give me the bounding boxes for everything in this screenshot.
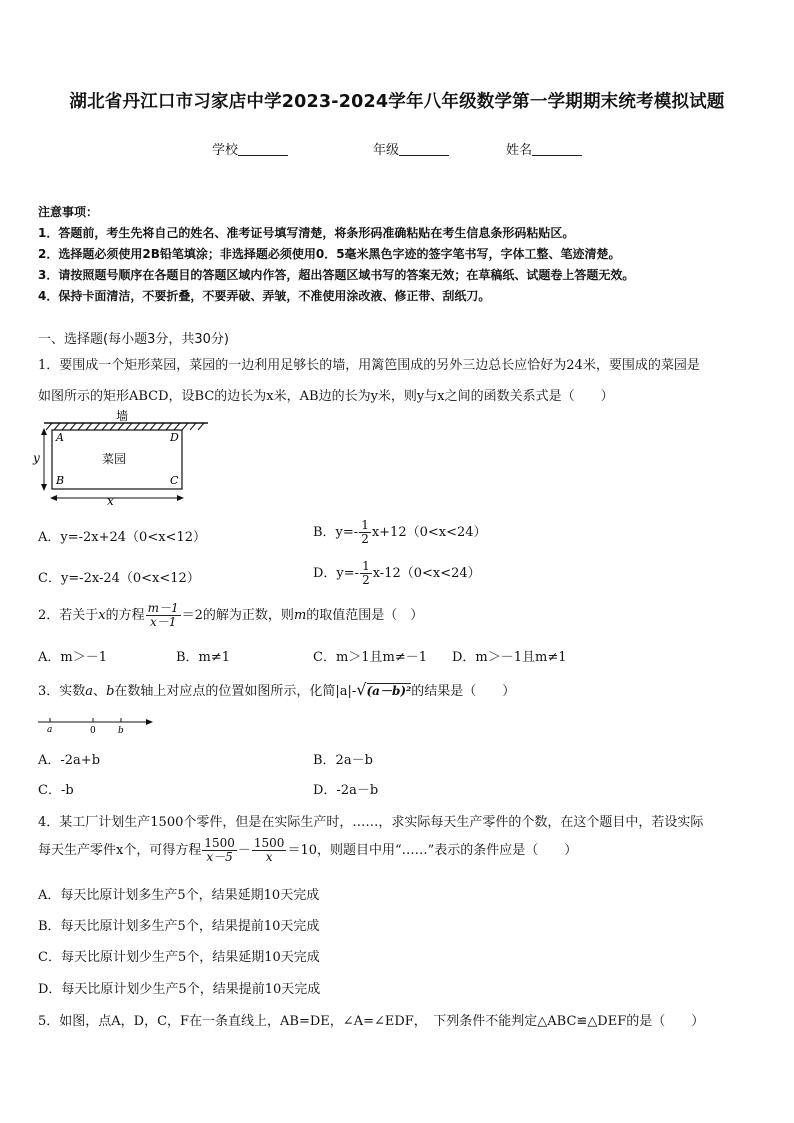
name-label: 姓名 xyxy=(506,143,533,158)
q2-option-a[interactable]: A．m＞－1 xyxy=(38,650,107,665)
q4-line2-pre: 每天生产零件x个，可得方程 xyxy=(38,843,202,858)
q1-line2: 如图所示的矩形ABCD，设BC的边长为x米，AB边的长为y米，则y与x之间的函数关系式是（ ） xyxy=(38,389,614,404)
q2-m: m xyxy=(293,608,307,623)
q4-f1-num: 1500 xyxy=(204,836,235,850)
q2-option-d[interactable]: D．m＞－1且m≠1 xyxy=(452,650,567,665)
sqrt-icon: √ xyxy=(356,680,367,699)
q4-option-b[interactable]: B．每天比原计划多生产5个，结果提前10天完成 xyxy=(38,919,320,934)
axis-label-b: b xyxy=(118,726,124,736)
q1-option-a[interactable]: A．y=-2x+24（0<x<12） xyxy=(38,530,206,545)
q1-d-fraction xyxy=(360,560,372,587)
q3-mid: 在数轴上对应点的位置如图所示，化简|a|- xyxy=(114,684,357,699)
grade-blank[interactable] xyxy=(399,143,449,156)
notice-item-3: 3．请按照题号顺序在各题目的答题区域内作答，超出答题区域书写的答案无效；在草稿纸、试题卷上答题无效。 xyxy=(38,268,635,282)
q2-mid: 的方程 xyxy=(105,608,145,623)
q3-stem xyxy=(38,680,515,699)
q2-option-b[interactable]: B．m≠1 xyxy=(176,650,231,665)
q4-minus: － xyxy=(237,843,251,858)
q1-option-d[interactable] xyxy=(313,560,481,587)
point-d: D xyxy=(170,431,179,444)
point-c: C xyxy=(170,474,179,487)
q3-radicand: (a－b)² xyxy=(366,684,412,698)
garden-label: 菜园 xyxy=(102,452,127,466)
q2-eq: ＝2的解为正数，则 xyxy=(181,608,294,623)
section-heading: 一、选择题(每小题3分，共30分) xyxy=(38,332,229,347)
notice-item-1: 1．答题前，考生先将自己的姓名、准考证号填写清楚，将条形码准确粘贴在考生信息条形码粘贴区。 xyxy=(38,226,575,240)
q2-stem xyxy=(38,602,423,629)
point-b: B xyxy=(56,474,65,487)
q1-option-b[interactable] xyxy=(313,519,487,546)
q2-fraction xyxy=(146,602,181,629)
q4-line2-post: ＝10，则题目中用“……”表示的条件应是（ ） xyxy=(287,843,578,858)
q3-option-b[interactable]: B．2a－b xyxy=(313,753,373,768)
q2-den: x－1 xyxy=(149,615,177,629)
q2-num: m－1 xyxy=(147,601,179,615)
page-title: 湖北省丹江口市习家店中学2023-2024学年八年级数学第一学期期末统考模拟试题 xyxy=(69,92,725,112)
notice-item-4: 4．保持卡面清洁，不要折叠，不要弄破、弄皱，不准使用涂改液、修正带、刮纸刀。 xyxy=(38,289,491,303)
notice-item-2: 2．选择题必须使用2B铅笔填涂；非选择题必须使用0．5毫米黑色字迹的签字笔书写，字体工整、笔迹清楚。 xyxy=(38,247,621,261)
grade-field[interactable] xyxy=(373,139,449,158)
name-field[interactable] xyxy=(506,139,582,158)
q3-b: b xyxy=(106,684,115,699)
q2-option-c[interactable]: C．m＞1且m≠－1 xyxy=(313,650,428,665)
q3-sep: 、 xyxy=(93,684,107,699)
q1-b-fraction xyxy=(359,519,371,546)
q3-option-c[interactable]: C．-b xyxy=(38,783,74,798)
q4-f2-den: x xyxy=(265,850,273,864)
axis-label-zero: 0 xyxy=(90,726,96,736)
label-x: x xyxy=(107,494,114,508)
q1-d-pre: D．y=- xyxy=(313,566,360,581)
q3-post: 的结果是（ ） xyxy=(411,684,516,699)
q4-line2 xyxy=(38,837,577,864)
q3-option-a[interactable]: A．-2a+b xyxy=(38,753,101,768)
q2-post: 的取值范围是（ ） xyxy=(306,608,424,623)
q3-pre: 3．实数 xyxy=(38,684,86,699)
axis-label-a: a xyxy=(47,725,53,735)
school-label: 学校 xyxy=(212,143,239,158)
q4-f1-den: x－5 xyxy=(206,850,233,864)
q1-b-num: 1 xyxy=(361,518,369,532)
q1-b-pre: B．y=- xyxy=(313,525,359,540)
q4-option-c[interactable]: C．每天比原计划少生产5个，结果延期10天完成 xyxy=(38,950,320,965)
q1-b-den: 2 xyxy=(361,532,369,546)
q1-d-num: 1 xyxy=(362,559,370,573)
school-field[interactable] xyxy=(212,139,288,158)
q4-f2-num: 1500 xyxy=(253,836,285,850)
q2-pre: 2．若关于 xyxy=(38,608,99,623)
q1-line1: 1．要围成一个矩形菜园，菜园的一边利用足够长的墙，用篱笆围成的另外三边总长应恰好为24米，要围成的菜园是 xyxy=(38,358,700,373)
q1-figure xyxy=(30,408,220,508)
q4-option-d[interactable]: D．每天比原计划少生产5个，结果提前10天完成 xyxy=(38,982,321,997)
q1-d-den: 2 xyxy=(362,573,370,587)
q1-d-post: x-12（0<x<24） xyxy=(372,566,481,581)
q2-var: x xyxy=(98,608,106,623)
q3-option-d[interactable]: D．-2a－b xyxy=(313,783,379,798)
q4-line1: 4．某工厂计划生产1500个零件，但是在实际生产时，……，求实际每天生产零件的个数，在这个题目中，若设实际 xyxy=(38,815,704,830)
label-y: y xyxy=(33,451,40,465)
school-blank[interactable] xyxy=(238,143,288,156)
notice-heading: 注意事项： xyxy=(38,205,99,219)
q1-option-c[interactable]: C．y=-2x-24（0<x<12） xyxy=(38,571,200,586)
q4-fraction-2 xyxy=(252,837,287,864)
point-a: A xyxy=(56,431,64,444)
q3-a: a xyxy=(85,684,94,699)
q1-b-post: x+12（0<x<24） xyxy=(371,525,487,540)
q4-option-a[interactable]: A．每天比原计划多生产5个，结果延期10天完成 xyxy=(38,888,320,903)
wall-label: 墙 xyxy=(116,409,129,423)
name-blank[interactable] xyxy=(532,143,582,156)
grade-label: 年级 xyxy=(373,143,400,158)
q5-stem: 5．如图，点A，D，C，F在一条直线上，AB=DE，∠A=∠EDF， 下列条件不能判定△ABC≌△DEF的是（ ） xyxy=(38,1014,705,1029)
q3-number-line xyxy=(36,712,156,738)
q4-fraction-1 xyxy=(202,837,237,864)
